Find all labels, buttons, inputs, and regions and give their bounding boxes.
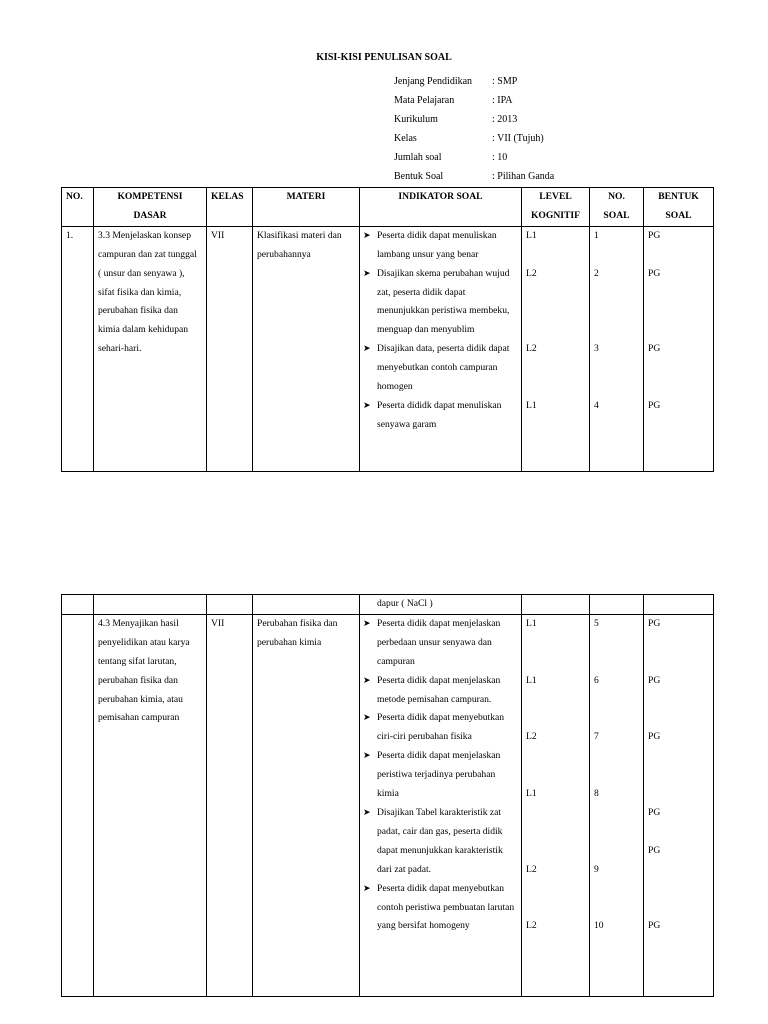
cell-no: 1. (62, 226, 94, 471)
meta-value: : SMP (492, 76, 518, 87)
header-no-soal: NO. SOAL (590, 188, 644, 227)
header-no: NO. (62, 188, 94, 227)
meta-label: Jumlah soal (394, 152, 442, 163)
cell-line: PG (648, 267, 661, 279)
cell-line (526, 634, 585, 653)
cell-line (526, 321, 585, 340)
indicator-item: ➤ Disajikan data, peserta didik dapat menyebutkan contoh campuran homogen (364, 340, 517, 397)
cell-line: PG (648, 806, 661, 818)
cell-line (648, 359, 709, 378)
cell-line: L1 (526, 788, 537, 800)
meta-value: : 10 (492, 152, 508, 163)
cell-line (526, 246, 585, 265)
meta-value: : 2013 (492, 114, 518, 125)
cell-line: L2 (526, 343, 537, 355)
cell-indikator (360, 226, 522, 471)
cell-line: L1 (526, 617, 537, 629)
cell-no-soal (590, 614, 644, 996)
cell-line (594, 246, 639, 265)
cell-line (526, 823, 585, 842)
cell-line (594, 899, 639, 918)
meta-row (394, 152, 554, 171)
cell-line (594, 378, 639, 397)
cell-line: L2 (526, 920, 537, 932)
meta-value: : VII (Tujuh) (492, 133, 544, 144)
cell-line: PG (648, 731, 661, 743)
cell-line: 8 (594, 788, 599, 800)
cell-line: L1 (526, 674, 537, 686)
cell-line (594, 747, 639, 766)
cell-line (594, 804, 639, 823)
header-indikator: INDIKATOR SOAL (360, 188, 522, 227)
meta-row (394, 76, 554, 95)
cell-line: PG (648, 920, 661, 932)
cell-line: PG (648, 674, 661, 686)
cell-line: 9 (594, 863, 599, 875)
cell-line (648, 634, 709, 653)
cell-line (594, 284, 639, 303)
cell-line: 2 (594, 267, 599, 279)
table-row (62, 614, 714, 996)
cell-line (594, 691, 639, 710)
table-row-continuation (62, 595, 714, 615)
cell-bentuk (644, 614, 714, 996)
cell-level (522, 614, 590, 996)
document-title: KISI-KISI PENULISAN SOAL (316, 52, 452, 63)
cell-line: 10 (594, 920, 604, 932)
cell-line (526, 378, 585, 397)
cell-kompetensi-dasar: 4.3 Menyajikan hasil penyelidikan atau karya tentang sifat larutan, perubahan fisika dan perubahan kimia, atau pemisahan campuran (94, 614, 207, 996)
cell-level (522, 226, 590, 471)
cell-line: PG (648, 229, 661, 241)
header-bentuk-soal: BENTUK SOAL (644, 188, 714, 227)
header-kelas: KELAS (207, 188, 253, 227)
cell-line (526, 804, 585, 823)
cell-line (648, 766, 709, 785)
header-materi: MATERI (253, 188, 360, 227)
cell-line (594, 823, 639, 842)
document-meta (394, 76, 554, 190)
cell-bentuk (644, 226, 714, 471)
indicator-list (364, 227, 517, 435)
cell-line (526, 747, 585, 766)
cell-line: L2 (526, 267, 537, 279)
meta-label: Kelas (394, 133, 417, 144)
cell-kelas: VII (207, 614, 253, 996)
indicator-list (364, 615, 517, 936)
cell-indikator (360, 614, 522, 996)
cell-line (594, 880, 639, 899)
meta-value: : IPA (492, 95, 513, 106)
cell-kelas: VII (207, 226, 253, 471)
cell-line: 4 (594, 399, 599, 411)
cell-line: PG (648, 617, 661, 629)
cell-line: L2 (526, 863, 537, 875)
cell-line (648, 284, 709, 303)
cell-no (62, 614, 94, 996)
indicator-item: ➤ Peserta didik dapat menuliskan lambang unsur yang benar (364, 227, 517, 265)
table-row (62, 226, 714, 471)
kisi-table-page-1 (61, 187, 714, 472)
cell-line (648, 899, 709, 918)
cell-line: 1 (594, 229, 599, 241)
cell-line (594, 709, 639, 728)
cell-line (594, 766, 639, 785)
cell-line (594, 302, 639, 321)
kisi-table-page-2 (61, 594, 714, 997)
cell-no-soal (590, 226, 644, 471)
cell-line (526, 302, 585, 321)
cell-line (648, 747, 709, 766)
cell-line: L1 (526, 399, 537, 411)
meta-label: Bentuk Soal (394, 171, 444, 182)
indicator-item: ➤ Peserta didik dapat menjelaskan metode pemisahan campuran. (364, 672, 517, 710)
cell-line: PG (648, 399, 661, 411)
cell-line (648, 691, 709, 710)
cell-line: L2 (526, 731, 537, 743)
meta-label: Kurikulum (394, 114, 438, 125)
cell-indikator-continuation: dapur ( NaCl ) (360, 595, 522, 615)
indicator-item: ➤ Disajikan Tabel karakteristik zat padat, cair dan gas, peserta didik dapat menunjukkan karakteristik dari zat padat. (364, 804, 517, 880)
meta-label: Jenjang Pendidikan (394, 76, 473, 87)
indicator-item: ➤ Peserta didik dapat menjelaskan perbedaan unsur senyawa dan campuran (364, 615, 517, 672)
cell-line (648, 321, 709, 340)
cell-line: 7 (594, 731, 599, 743)
cell-line (594, 634, 639, 653)
cell-line (526, 653, 585, 672)
meta-row (394, 133, 554, 152)
indicator-item: ➤ Peserta didik dapat menjelaskan peristiwa terjadinya perubahan kimia (364, 747, 517, 804)
cell-line (526, 766, 585, 785)
cell-line (648, 880, 709, 899)
cell-line (648, 709, 709, 728)
cell-line: PG (648, 343, 661, 355)
meta-row (394, 114, 554, 133)
header-kompetensi-dasar: KOMPETENSI DASAR (94, 188, 207, 227)
cell-line: 5 (594, 617, 599, 629)
cell-line (648, 823, 709, 842)
cell-materi: Perubahan fisika dan perubahan kimia (253, 614, 360, 996)
cell-kompetensi-dasar: 3.3 Menjelaskan konsep campuran dan zat tunggal ( unsur dan senyawa ), sifat fisika dan kimia, perubahan fisika dan kimia dalam kehidupan sehari-hari. (94, 226, 207, 471)
cell-line (648, 861, 709, 880)
cell-materi: Klasifikasi materi dan perubahannya (253, 226, 360, 471)
cell-line: 3 (594, 343, 599, 355)
cell-line (648, 653, 709, 672)
cell-line (526, 709, 585, 728)
cell-line (526, 899, 585, 918)
cell-line (648, 785, 709, 804)
meta-value: : Pilihan Ganda (492, 171, 555, 182)
cell-line (594, 842, 639, 861)
cell-line: L1 (526, 229, 537, 241)
indicator-item: ➤ Peserta didik dapat menyebutkan ciri-ciri perubahan fisika (364, 709, 517, 747)
cell-line (526, 842, 585, 861)
indicator-item: ➤ Peserta didik dapat menyebutkan contoh peristiwa pembuatan larutan yang bersifat homogeny (364, 880, 517, 937)
cell-line (648, 246, 709, 265)
meta-row (394, 95, 554, 114)
cell-line (594, 359, 639, 378)
cell-line: 6 (594, 674, 599, 686)
cell-line: PG (648, 844, 661, 856)
indicator-item: ➤ Peserta dididk dapat menuliskan senyawa garam (364, 397, 517, 435)
meta-label: Mata Pelajaran (394, 95, 455, 106)
table-header-row (62, 188, 714, 227)
cell-line (526, 691, 585, 710)
cell-line (526, 359, 585, 378)
cell-line (648, 378, 709, 397)
indicator-item: ➤ Disajikan skema perubahan wujud zat, peserta didik dapat menunjukkan peristiwa membeku, menguap dan menyublim (364, 265, 517, 341)
header-level-kognitif: LEVEL KOGNITIF (522, 188, 590, 227)
cell-line (648, 302, 709, 321)
cell-line (526, 284, 585, 303)
cell-line (594, 653, 639, 672)
cell-line (526, 880, 585, 899)
cell-line (594, 321, 639, 340)
